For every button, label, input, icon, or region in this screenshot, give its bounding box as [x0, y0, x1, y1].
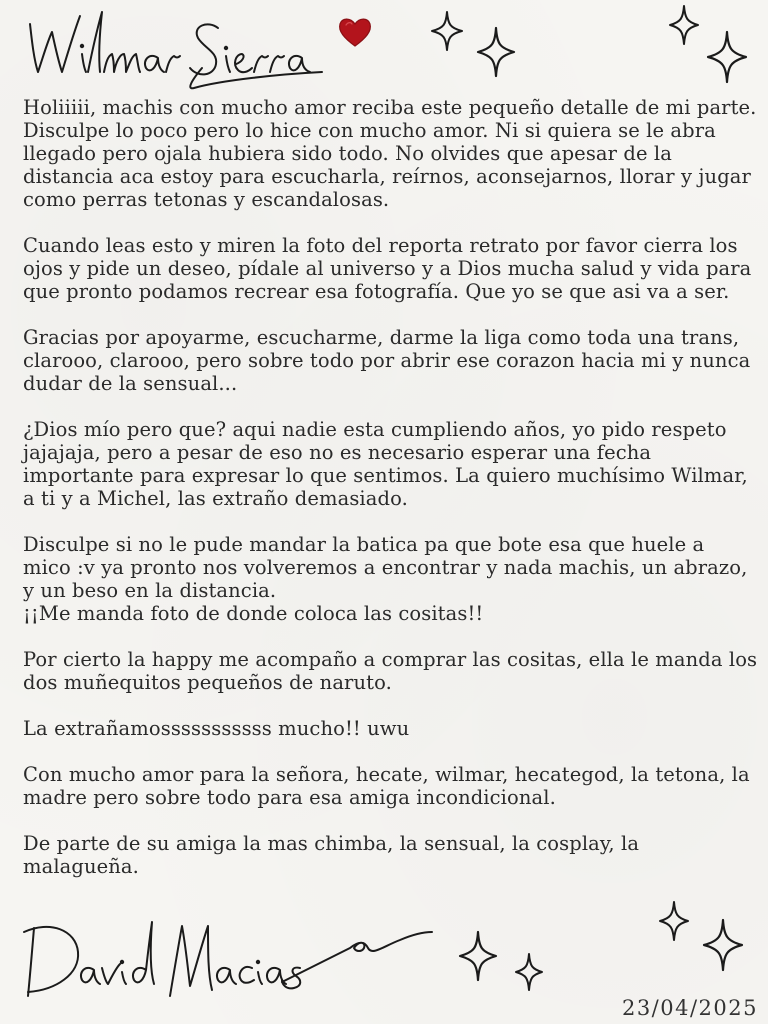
- sparkle-icon: [476, 26, 516, 78]
- header-name-signature: [22, 2, 342, 94]
- sparkle-icon: [706, 30, 748, 84]
- paragraph: Cuando leas esto y miren la foto del reporta retrato por favor cierra los ojos y pide un deseo, pídale al universo y a Dios mucha salud y vida para que pronto podamos recrear esa fotografía. Que yo se que asi va a ser.: [23, 234, 752, 303]
- paragraph: La extrañamosssssssssss mucho!! uwu: [23, 717, 410, 740]
- signature: [20, 912, 440, 1008]
- letter-body: [23, 96, 758, 901]
- sparkle-icon: [430, 10, 464, 52]
- sparkle-icon: [658, 900, 690, 942]
- paragraph: ¿Dios mío pero que? aqui nadie esta cumpliendo años, yo pido respeto jajajaja, pero a pesar de eso no es necesario esperar una fecha importante para expresar lo que sentimos. La quiero muchísimo Wilmar, a ti y a Michel, las extraño demasiado.: [23, 418, 748, 510]
- sparkle-icon: [458, 930, 498, 982]
- sparkle-icon: [668, 4, 700, 46]
- paragraph: Holiiiii, machis con mucho amor reciba este pequeño detalle de mi parte. Disculpe lo poco pero lo hice con mucho amor. Ni si quiera se le abra llegado pero ojala hubiera sido todo. No olvides que apesar de la distancia aca estoy para escucharla, reírnos, aconsejarnos, llorar y jugar como perras tetonas y escandalosas.: [23, 96, 757, 211]
- paragraph: Con mucho amor para la señora, hecate, wilmar, hecategod, la tetona, la madre pero sobre todo para esa amiga incondicional.: [23, 763, 750, 809]
- paragraph: Disculpe si no le pude mandar la batica pa que bote esa que huele a mico :v ya pronto nos volveremos a encontrar y nada machis, un abrazo, y un beso en la distancia. ¡¡Me manda foto de donde coloca las cositas!!: [23, 533, 748, 625]
- heart-icon: [336, 14, 374, 50]
- sparkle-icon: [514, 952, 544, 992]
- letter-date: 23/04/2025: [621, 996, 758, 1020]
- sparkle-icon: [702, 918, 744, 972]
- paragraph: Gracias por apoyarme, escucharme, darme la liga como toda una trans, clarooo, clarooo, pero sobre todo por abrir ese corazon hacia mi y nunca dudar de la sensual...: [23, 326, 751, 395]
- paragraph: Por cierto la happy me acompaño a comprar las cositas, ella le manda los dos muñequitos pequeños de naruto.: [23, 648, 758, 694]
- paragraph: De parte de su amiga la mas chimba, la sensual, la cosplay, la malagueña.: [23, 832, 640, 878]
